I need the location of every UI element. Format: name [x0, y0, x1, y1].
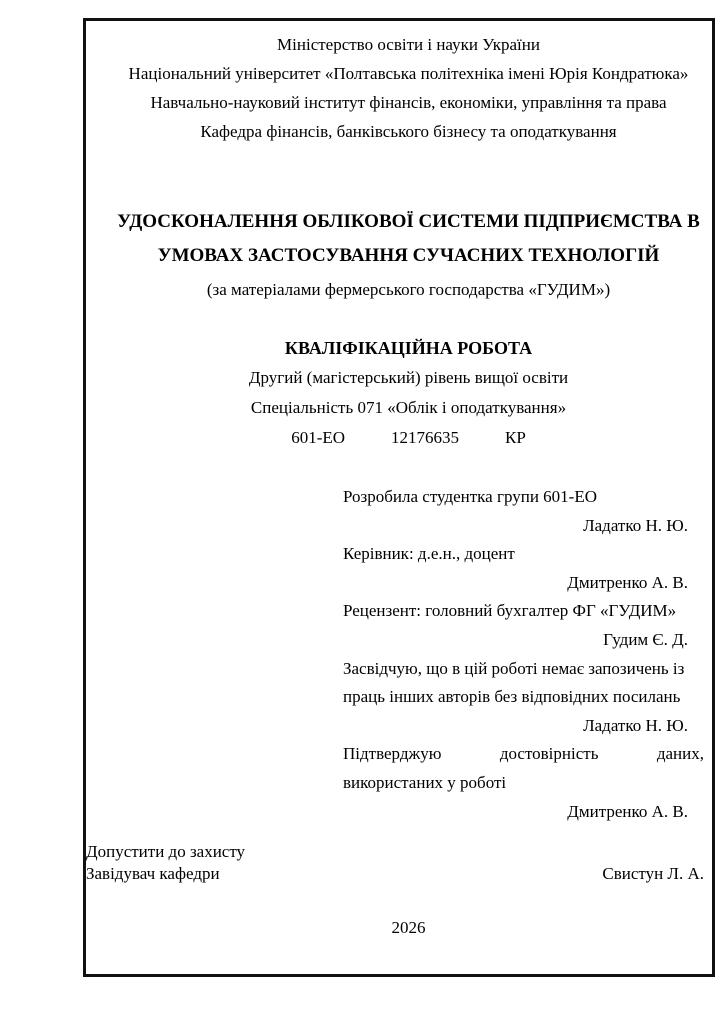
supervisor-name: Дмитренко А. В. — [567, 572, 688, 592]
header-block — [86, 21, 712, 146]
group-code: 601-ЕО — [291, 428, 346, 447]
qualification-block — [86, 333, 712, 453]
department-line: Кафедра фінансів, банківського бізнесу та оподаткування — [200, 122, 617, 141]
supervisor-label: Керівник: д.е.н., доцент — [343, 544, 515, 564]
confirmation-text-line2: використаних у роботі — [343, 772, 507, 792]
specialty-line: Спеціальність 071 «Облік і оподаткування» — [250, 398, 567, 417]
university-line: Національний університет «Полтавська політехніка імені Юрія Кондратюка» — [128, 64, 689, 83]
thesis-title-line2: УМОВАХ ЗАСТОСУВАННЯ СУЧАСНИХ ТЕХНОЛОГІЙ — [157, 245, 660, 266]
department-head-name: Свистун Л. А. — [602, 864, 704, 884]
thesis-title-line1: УДОСКОНАЛЕННЯ ОБЛІКОВОЇ СИСТЕМИ ПІДПРИЄМСТВА В — [117, 211, 700, 232]
declaration-text-line2: праць інших авторів без відповідних посилань — [343, 687, 681, 707]
developer-name: Ладатко Н. Ю. — [583, 515, 688, 535]
confirmation-text-line1: Підтверджую достовірність даних, — [343, 744, 704, 764]
confirmation-signature-name: Дмитренко А. В. — [567, 801, 688, 821]
institute-line: Навчально-науковий інститут фінансів, економіки, управління та права — [150, 93, 667, 112]
credits-block — [343, 483, 704, 826]
work-number-code: 12176635 — [391, 428, 460, 447]
year-label: 2026 — [391, 918, 426, 938]
declaration-signature-name: Ладатко Н. Ю. — [583, 715, 688, 735]
work-type-code: КР — [505, 428, 526, 447]
department-head-label: Завідувач кафедри — [86, 864, 220, 884]
page-border-frame — [83, 18, 715, 977]
qualification-heading: КВАЛІФІКАЦІЙНА РОБОТА — [284, 338, 533, 358]
thesis-title — [86, 205, 712, 307]
work-code-line — [105, 423, 712, 453]
declaration-text-line1: Засвідчую, що в цій роботі немає запозичень із — [343, 658, 685, 678]
thesis-subtitle: (за матеріалами фермерського господарства «ГУДИМ») — [206, 280, 611, 299]
education-level-line: Другий (магістерський) рівень вищої освіти — [248, 368, 569, 387]
reviewer-name: Гудим Є. Д. — [603, 629, 688, 649]
developer-label: Розробила студентка групи 601-ЕО — [343, 487, 597, 506]
ministry-line: Міністерство освіти і науки України — [277, 35, 540, 54]
approval-block — [86, 841, 712, 885]
reviewer-label: Рецензент: головний бухгалтер ФГ «ГУДИМ» — [343, 601, 677, 621]
department-head-row — [86, 863, 704, 885]
admission-line: Допустити до захисту — [86, 842, 246, 862]
